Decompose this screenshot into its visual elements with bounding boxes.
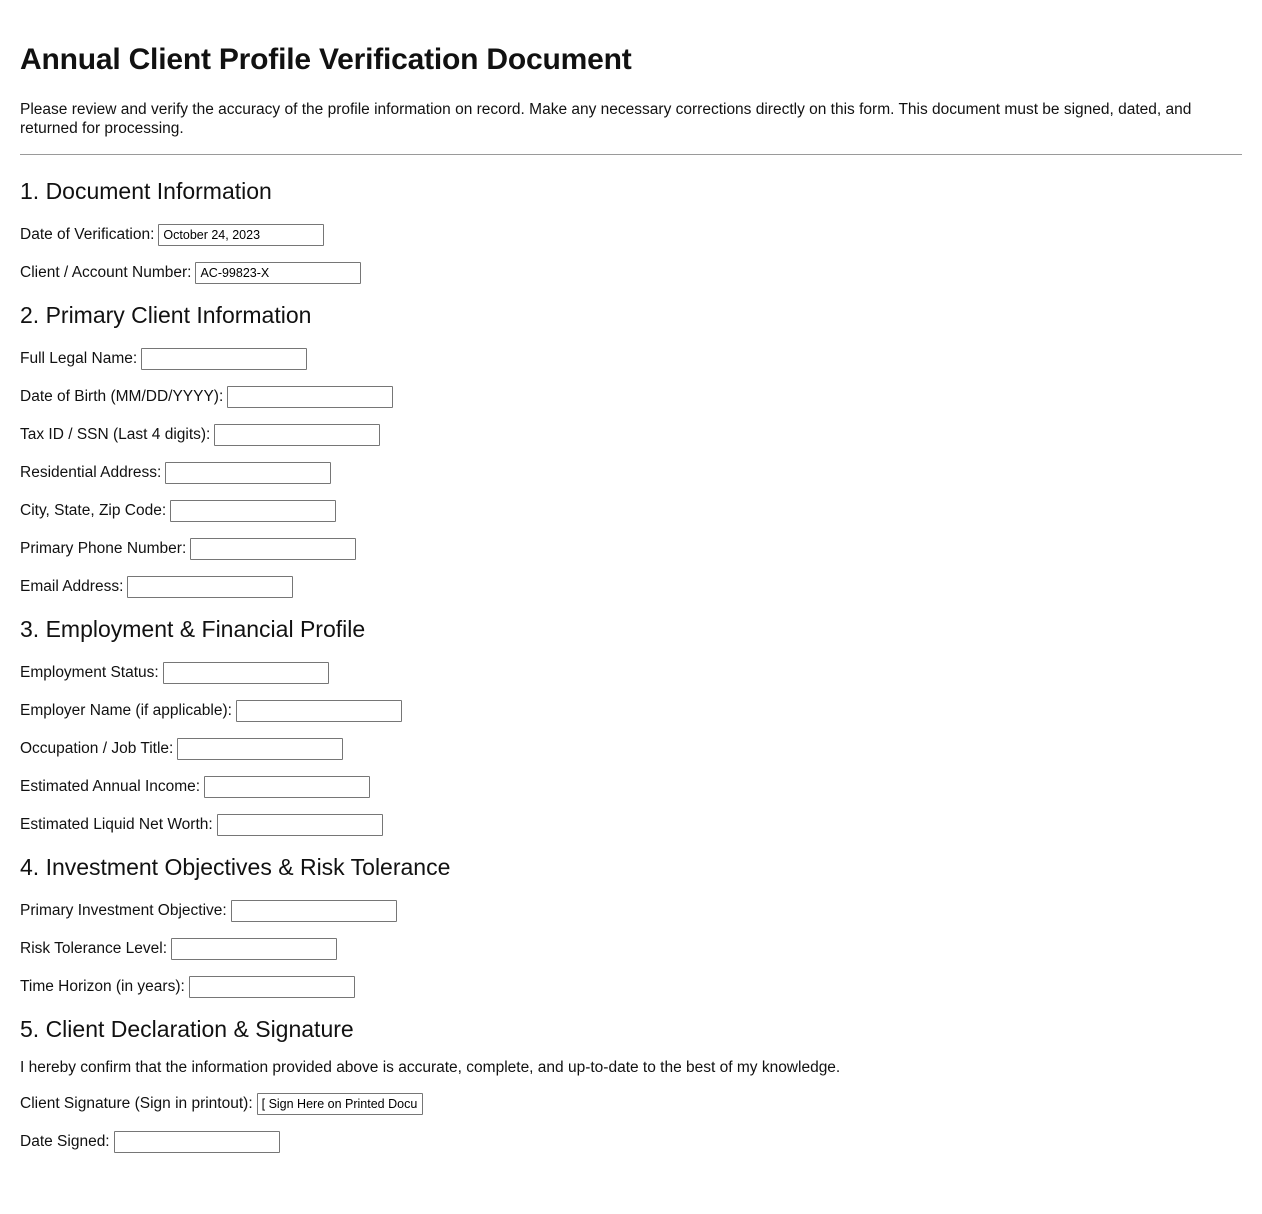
field-row-verification-date xyxy=(20,224,1242,246)
field-row-date-of-birth xyxy=(20,386,1242,408)
employment-status-label: Employment Status: xyxy=(20,664,159,681)
occupation-input[interactable] xyxy=(177,738,343,760)
field-row-investment-objective xyxy=(20,900,1242,922)
field-row-net-worth xyxy=(20,814,1242,836)
net-worth-input[interactable] xyxy=(217,814,383,836)
date-of-birth-input[interactable] xyxy=(227,386,393,408)
field-row-email xyxy=(20,576,1242,598)
field-row-employer xyxy=(20,700,1242,722)
document-title: Annual Client Profile Verification Document xyxy=(20,43,632,76)
document-intro: Please review and verify the accuracy of the profile information on record. Make any necessary corrections directly on this form. This document must be signed, dated, and returned for processing. xyxy=(20,101,1192,137)
section-title-declaration: 5. Client Declaration & Signature xyxy=(20,1016,354,1042)
field-row-signature xyxy=(20,1093,1242,1115)
phone-input[interactable] xyxy=(190,538,356,560)
section-title-primary-client: 2. Primary Client Information xyxy=(20,302,312,328)
time-horizon-label: Time Horizon (in years): xyxy=(20,978,185,995)
signature-label: Client Signature (Sign in printout): xyxy=(20,1095,253,1112)
annual-income-input[interactable] xyxy=(204,776,370,798)
account-number-input[interactable] xyxy=(195,262,361,284)
date-signed-input[interactable] xyxy=(114,1131,280,1153)
risk-tolerance-label: Risk Tolerance Level: xyxy=(20,940,168,957)
header-divider xyxy=(20,154,1242,155)
tax-id-label: Tax ID / SSN (Last 4 digits): xyxy=(20,426,211,443)
field-row-city-state-zip xyxy=(20,500,1242,522)
employment-status-input[interactable] xyxy=(163,662,329,684)
occupation-label: Occupation / Job Title: xyxy=(20,740,174,757)
field-row-time-horizon xyxy=(20,976,1242,998)
time-horizon-input[interactable] xyxy=(189,976,355,998)
section-title-investment: 4. Investment Objectives & Risk Tolerance xyxy=(20,854,451,880)
section-document-information xyxy=(20,177,1242,284)
field-row-occupation xyxy=(20,738,1242,760)
email-input[interactable] xyxy=(127,576,293,598)
declaration-text: I hereby confirm that the information provided above is accurate, complete, and up-to-date to the best of my knowledge. xyxy=(20,1059,841,1076)
field-row-address xyxy=(20,462,1242,484)
section-title-employment: 3. Employment & Financial Profile xyxy=(20,616,366,642)
phone-label: Primary Phone Number: xyxy=(20,540,187,557)
date-of-birth-label: Date of Birth (MM/DD/YYYY): xyxy=(20,388,224,405)
city-state-zip-input[interactable] xyxy=(170,500,336,522)
field-row-annual-income xyxy=(20,776,1242,798)
field-row-account-number xyxy=(20,262,1242,284)
signature-input[interactable] xyxy=(257,1093,423,1115)
field-row-risk-tolerance xyxy=(20,938,1242,960)
investment-objective-input[interactable] xyxy=(231,900,397,922)
net-worth-label: Estimated Liquid Net Worth: xyxy=(20,816,213,833)
annual-income-label: Estimated Annual Income: xyxy=(20,778,201,795)
tax-id-input[interactable] xyxy=(214,424,380,446)
section-title-document-information: 1. Document Information xyxy=(20,178,272,204)
section-investment xyxy=(20,853,1242,998)
investment-objective-label: Primary Investment Objective: xyxy=(20,902,227,919)
verification-date-input[interactable] xyxy=(158,224,324,246)
field-row-date-signed xyxy=(20,1131,1242,1153)
field-row-tax-id xyxy=(20,424,1242,446)
employer-input[interactable] xyxy=(236,700,402,722)
employer-label: Employer Name (if applicable): xyxy=(20,702,232,719)
full-name-label: Full Legal Name: xyxy=(20,350,138,367)
address-label: Residential Address: xyxy=(20,464,162,481)
field-row-phone xyxy=(20,538,1242,560)
address-input[interactable] xyxy=(165,462,331,484)
section-primary-client xyxy=(20,301,1242,598)
section-declaration xyxy=(20,1015,1242,1153)
field-row-full-name xyxy=(20,348,1242,370)
account-number-label: Client / Account Number: xyxy=(20,264,192,281)
field-row-employment-status xyxy=(20,662,1242,684)
section-employment xyxy=(20,615,1242,836)
full-name-input[interactable] xyxy=(141,348,307,370)
date-signed-label: Date Signed: xyxy=(20,1133,110,1150)
email-label: Email Address: xyxy=(20,578,124,595)
risk-tolerance-input[interactable] xyxy=(171,938,337,960)
verification-date-label: Date of Verification: xyxy=(20,226,155,243)
city-state-zip-label: City, State, Zip Code: xyxy=(20,502,167,519)
